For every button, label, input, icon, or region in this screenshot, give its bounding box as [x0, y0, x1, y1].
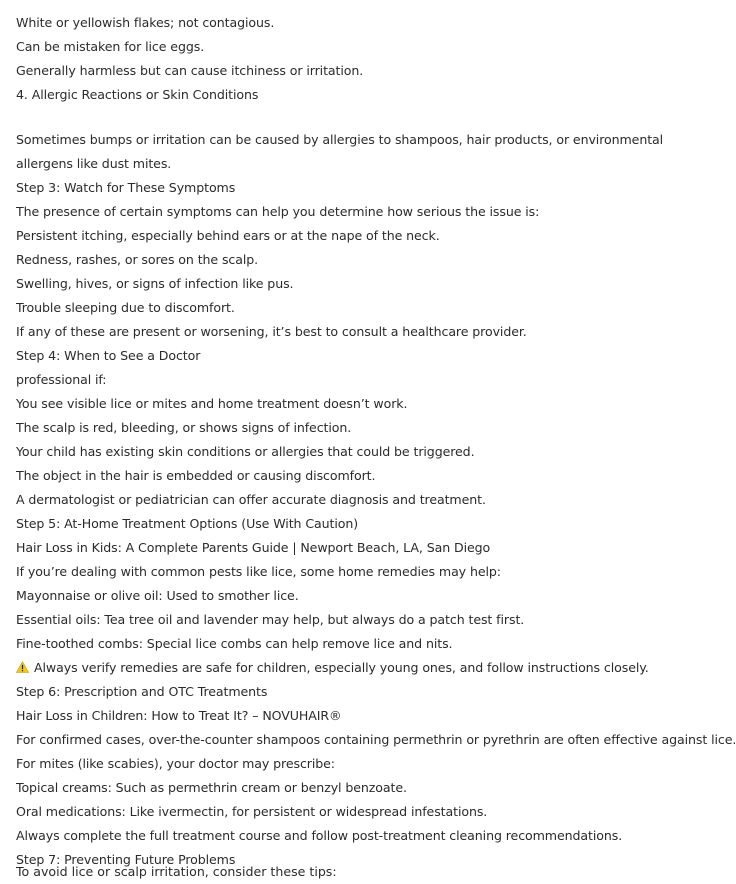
text-line: For mites (like scabies), your doctor may prescribe:: [16, 756, 335, 771]
text-line: The presence of certain symptoms can help you determine how serious the issue is:: [16, 204, 540, 219]
text-line: Generally harmless but can cause itchiness or irritation.: [16, 63, 364, 78]
text-line: White or yellowish flakes; not contagious.: [16, 15, 275, 30]
step-heading: Step 4: When to See a Doctor: [16, 348, 201, 363]
text-line: For confirmed cases, over-the-counter shampoos containing permethrin or pyrethrin are often effective against lice.: [16, 732, 736, 747]
paragraph-gap: [16, 107, 704, 128]
section-heading: 4. Allergic Reactions or Skin Conditions: [16, 87, 259, 102]
reference-title: Hair Loss in Children: How to Treat It? – NOVUHAIR®: [16, 708, 342, 723]
text-line: Always complete the full treatment course and follow post-treatment cleaning recommendations.: [16, 828, 623, 843]
step-heading: Step 6: Prescription and OTC Treatments: [16, 684, 268, 699]
allergy-paragraph: Sometimes bumps or irritation can be caused by allergies to shampoos, hair products, or environmental allergens like dust mites.: [16, 132, 664, 171]
text-line: The scalp is red, bleeding, or shows signs of infection.: [16, 420, 352, 435]
text-line: The object in the hair is embedded or causing discomfort.: [16, 468, 376, 483]
warning-text: Always verify remedies are safe for children, especially young ones, and follow instructions closely.: [34, 660, 649, 675]
text-line: If any of these are present or worsening, it’s best to consult a healthcare provider.: [16, 324, 527, 339]
text-line: Fine-toothed combs: Special lice combs can help remove lice and nits.: [16, 636, 453, 651]
reference-title: Hair Loss in Kids: A Complete Parents Guide | Newport Beach, LA, San Diego: [16, 540, 491, 555]
document-body: [16, 11, 736, 882]
step-heading: Step 7: Preventing Future Problems: [16, 852, 236, 867]
step-heading: Step 3: Watch for These Symptoms: [16, 180, 236, 195]
text-line: A dermatologist or pediatrician can offer accurate diagnosis and treatment.: [16, 492, 486, 507]
text-line: Your child has existing skin conditions or allergies that could be triggered.: [16, 444, 475, 459]
warning-line: [16, 656, 704, 680]
text-line: You see visible lice or mites and home treatment doesn’t work.: [16, 396, 408, 411]
warning-icon: [16, 661, 29, 673]
text-line: Redness, rashes, or sores on the scalp.: [16, 252, 259, 267]
text-line: Swelling, hives, or signs of infection like pus.: [16, 276, 294, 291]
text-line: If you’re dealing with common pests like lice, some home remedies may help:: [16, 564, 501, 579]
text-line: Topical creams: Such as permethrin cream or benzyl benzoate.: [16, 780, 407, 795]
text-line: Persistent itching, especially behind ears or at the nape of the neck.: [16, 228, 440, 243]
step-heading: Step 5: At-Home Treatment Options (Use With Caution): [16, 516, 359, 531]
text-line: Mayonnaise or olive oil: Used to smother lice.: [16, 588, 299, 603]
text-line: Trouble sleeping due to discomfort.: [16, 300, 235, 315]
text-line: Oral medications: Like ivermectin, for persistent or widespread infestations.: [16, 804, 488, 819]
text-line: professional if:: [16, 372, 107, 387]
cut-off-line: [16, 864, 704, 882]
text-line: Can be mistaken for lice eggs.: [16, 39, 205, 54]
cut-off-text: To avoid lice or scalp irritation, consider these tips:: [16, 864, 337, 879]
text-line: Essential oils: Tea tree oil and lavender may help, but always do a patch test first.: [16, 612, 525, 627]
